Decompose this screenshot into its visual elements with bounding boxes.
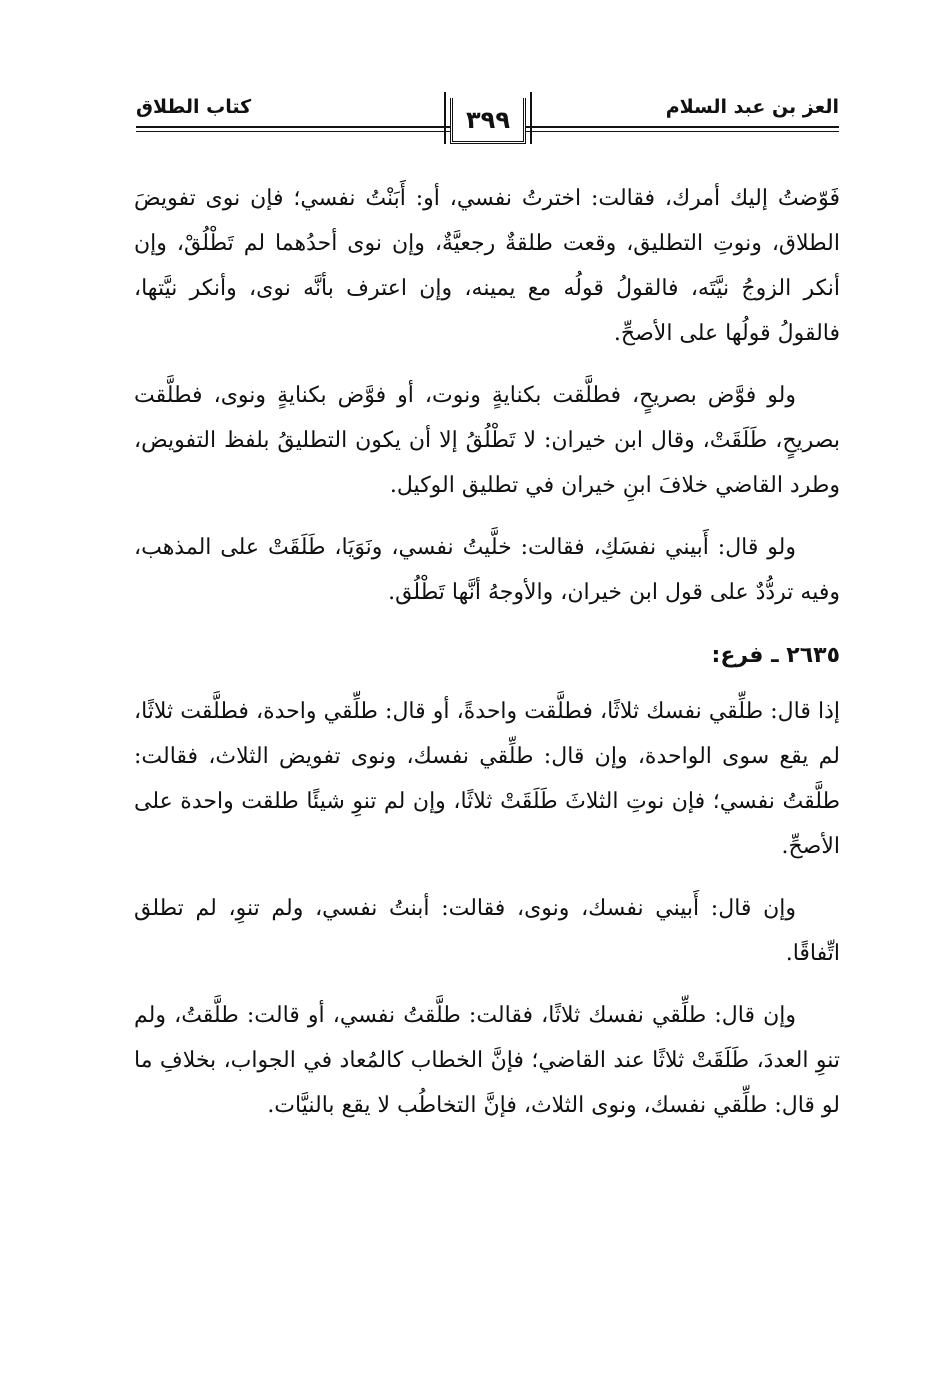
section-title: ٢٦٣٥ ـ فرع: (711, 643, 840, 668)
paragraph-4: إذا قال: طلِّقي نفسك ثلاثًا، فطلَّقت واحدةً، أو قال: طلِّقي واحدة، فطلَّقت ثلاثًا، لم يقع سوى الواحدة، وإن قال: طلِّقي نفسك، ونوى تفويض الثلاث، فقالت: طلَّقتُ نفسي؛ فإن نوتِ الثلاثَ طَلَقَتْ ثلاثًا، وإن لم تنوِ شيئًا طلقت واحدة على الأصحِّ. (134, 699, 840, 859)
page-header (136, 92, 839, 152)
page-number-frame (450, 98, 526, 144)
book-running-head: كتاب الطلاق (136, 96, 252, 118)
paragraph-6: وإن قال: طلِّقي نفسك ثلاثًا، فقالت: طلَّقتُ نفسي، أو قالت: طلَّقتُ، ولم تنوِ العددَ، طَلَقَتْ ثلاثًا عند القاضي؛ فإنَّ الخطاب كالمُعاد في الجواب، بخلافِ ما لو قال: طلِّقي نفسك، ونوى الثلاث، فإنَّ التخاطُب لا يقع بالنيَّات. (134, 1003, 840, 1118)
paragraph-5: وإن قال: أَبيني نفسك، ونوى، فقالت: أبنتُ نفسي، ولم تنوِ، لم تطلق اتِّفاقًا. (134, 896, 840, 966)
page-number: ٣٩٩ (466, 105, 510, 134)
paragraph-3: ولو قال: أَبيني نفسَكِ، فقالت: خلَّيتُ نفسي، ونَوَيَا، طَلَقَتْ على المذهب، وفيه تردُّدٌ على قول ابن خيران، والأوجهُ أنَّها تَطْلُق. (134, 535, 840, 605)
paragraph-2: ولو فوَّض بصريحٍ، فطلَّقت بكنايةٍ ونوت، أو فوَّض بكنايةٍ ونوى، فطلَّقت بصريحٍ، طَلَقَتْ، وقال ابن خيران: لا تَطْلُقُ إلا أن يكون التطليقُ بلفظ التفويض، وطرد القاضي خلافَ ابنِ خيران في تطليق الوكيل. (134, 383, 840, 498)
page-body (134, 176, 840, 1145)
paragraph-1: فَوّضتُ إليك أمرك، فقالت: اخترتُ نفسي، أو: أَبَنْتُ نفسي؛ فإن نوى تفويضَ الطلاق، ونوتِ التطليق، وقعت طلقةٌ رجعيَّةٌ، وإن نوى أحدُهما لم تَطْلُقْ، وإن أنكر الزوجُ نيَّتَه، فالقولُ قولُه مع يمينه، وإن اعترف بأنَّه نوى، وأنكر نيَّتها، فالقولُ قولُها على الأصحِّ. (134, 186, 840, 346)
author-running-head: العز بن عبد السلام (665, 96, 839, 118)
